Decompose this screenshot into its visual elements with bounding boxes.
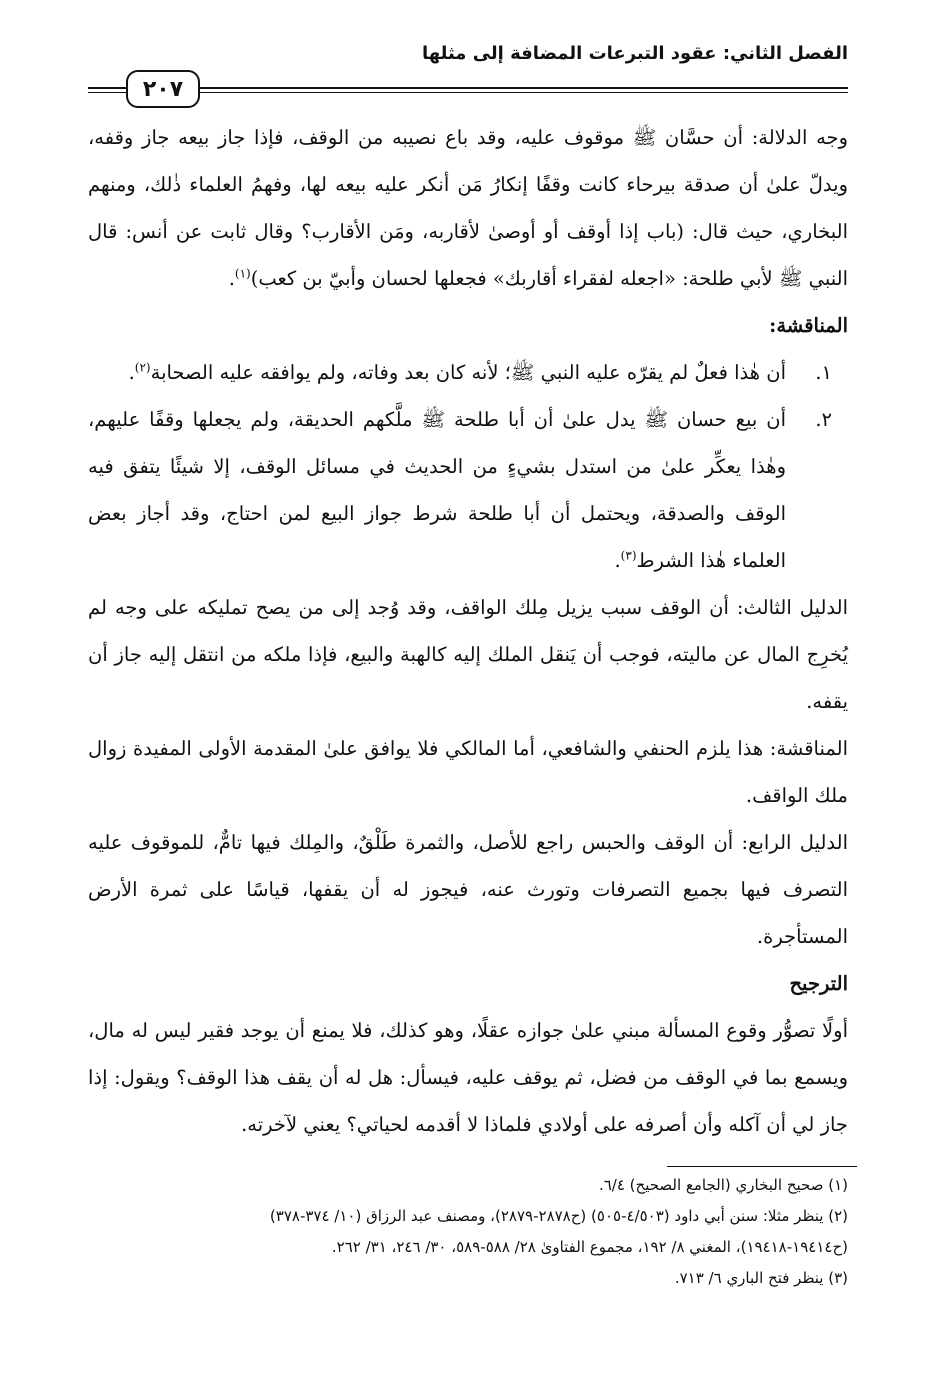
footnote-2-line-2: (ح١٩٤١٤-١٩٤١٨)، المغني ٨/ ١٩٢، مجموع الفتاوىٰ ٢٨/ ٥٨٨-٥٨٩، ٣٠/ ٢٤٦، ٣١/ ٢٦٢.: [331, 1238, 848, 1256]
list-item-text: [88, 396, 786, 584]
footnote-ref-1: (١): [234, 266, 251, 281]
list-item-text: [88, 349, 786, 396]
footnote-3: (٣) ينظر فتح الباري ٦/ ٧١٣.: [674, 1269, 848, 1287]
list-item-2: [88, 396, 848, 584]
body-text: [88, 114, 848, 1148]
paragraph-fourth-evidence: الدليل الرابع: أن الوقف والحبس راجع للأصل، والثمرة طَلْقٌ، والمِلك فيها تامٌّ، للموقوف عليه التصرف فيها بجميع التصرفات وتورث عنه، فيجوز له أن يقفها، قياسًا على ثمرة الأرض المستأجرة.: [88, 831, 848, 948]
footnote-divider: [667, 1166, 857, 1167]
paragraph-tarjih: أولًا تصوُّر وقوع المسألة مبني علىٰ جوازه عقلًا، وهو كذلك، فلا يمنع أن يوجد فقير ليس له مال، ويسمع بما في الوقف من فضل، ثم يوقف عليه، فيسأل: هل له أن يقف هذا الوقف؟ ويقول: إذا جاز لي أن آكله وأن أصرفه على أولادي فلماذا لا أقدمه لحياتي؟ يعني لآخرته.: [88, 1019, 848, 1136]
running-header: [88, 40, 848, 64]
page-number-box: [126, 70, 200, 108]
header-rule: [88, 87, 848, 89]
footnote-2-line-1: (٢) ينظر مثلا: سنن أبي داود (٤/٥٠٣-٥٠٥) (ح٢٨٧٨-٢٨٧٩)، ومصنف عبد الرزاق (١٠/ ٣٧٤-٣٧٨): [269, 1207, 848, 1225]
paragraph-third-evidence: الدليل الثالث: أن الوقف سبب يزيل مِلك الواقف، وقد وُجد إلى من يصح تمليكه على وجه لم يُخرِج المال عن ماليته، فوجب أن يَنقل الملك إليه كالهبة والبيع، فإذا ملكه من انتقل إليه جاز أن يقفه.: [88, 596, 848, 713]
list-item-number: ١.: [815, 361, 832, 384]
paragraph-end: .: [228, 267, 235, 290]
paragraph-evidence: [88, 114, 848, 302]
header-rule-row: [88, 68, 848, 108]
list-item-1: [88, 349, 848, 396]
footnotes: [88, 1170, 848, 1294]
tarjih-heading: الترجيح: [789, 972, 848, 995]
paragraph-discussion-2: المناقشة: هذا يلزم الحنفي والشافعي، أما المالكي فلا يوافق علىٰ المقدمة الأولى المفيدة زوال ملك الواقف.: [88, 737, 848, 807]
page-number: ٢٠٧: [142, 76, 184, 102]
header-rule-thin: [88, 92, 848, 93]
running-title: الفصل الثاني: عقود التبرعات المضافة إلى مثلها: [421, 43, 848, 64]
footnote-1: (١) صحيح البخاري (الجامع الصحيح) ٦/٤.: [598, 1176, 848, 1194]
list-item-body: أن بيع حسان ﷺ يدل علىٰ أن أبا طلحة ﷺ ملَّكهم الحديقة، ولم يجعلها وقفًا عليهم، وهٰذا يعكِّر علىٰ من استدل بشيءٍ من الحديث في مسائل الوقف، إلا شيئًا يتفق فيه الوقف والصدقة، ويحتمل أن أبا طلحة شرط جواز البيع لمن احتاج، وقد أجاز بعض العلماء هٰذا الشرط: [88, 408, 786, 572]
list-item-body: أن هٰذا فعلٌ لم يقرّه عليه النبي ﷺ؛ لأنه كان بعد وفاته، ولم يوافقه عليه الصحابة: [150, 361, 786, 384]
footnote-ref-2: (٢): [134, 360, 151, 375]
list-item-number: ٢.: [815, 408, 832, 431]
list-item-end: .: [128, 361, 135, 384]
paragraph-text: وجه الدلالة: أن حسَّان ﷺ موقوف عليه، وقد باع نصيبه من الوقف، فإذا جاز بيعه جاز وقفه، ويدلّ علىٰ أن صدقة بيرحاء كانت وقفًا إنكارُ مَن أنكر عليه بيعه لها، وفهمُ العلماء ذٰلك، ومنهم البخاري، حيث قال: (باب إذا أوقف أو أوصىٰ لأقاربه، ومَن الأقارب؟ وقال ثابت عن أنس: قال النبي ﷺ لأبي طلحة: «اجعله لفقراء أقاربك» فجعلها لحسان وأبيّ بن كعب): [88, 126, 848, 290]
discussion-heading: المناقشة:: [769, 314, 848, 337]
list-item-end: .: [614, 549, 621, 572]
page: [88, 40, 848, 1148]
footnote-ref-3: (٣): [620, 548, 637, 563]
